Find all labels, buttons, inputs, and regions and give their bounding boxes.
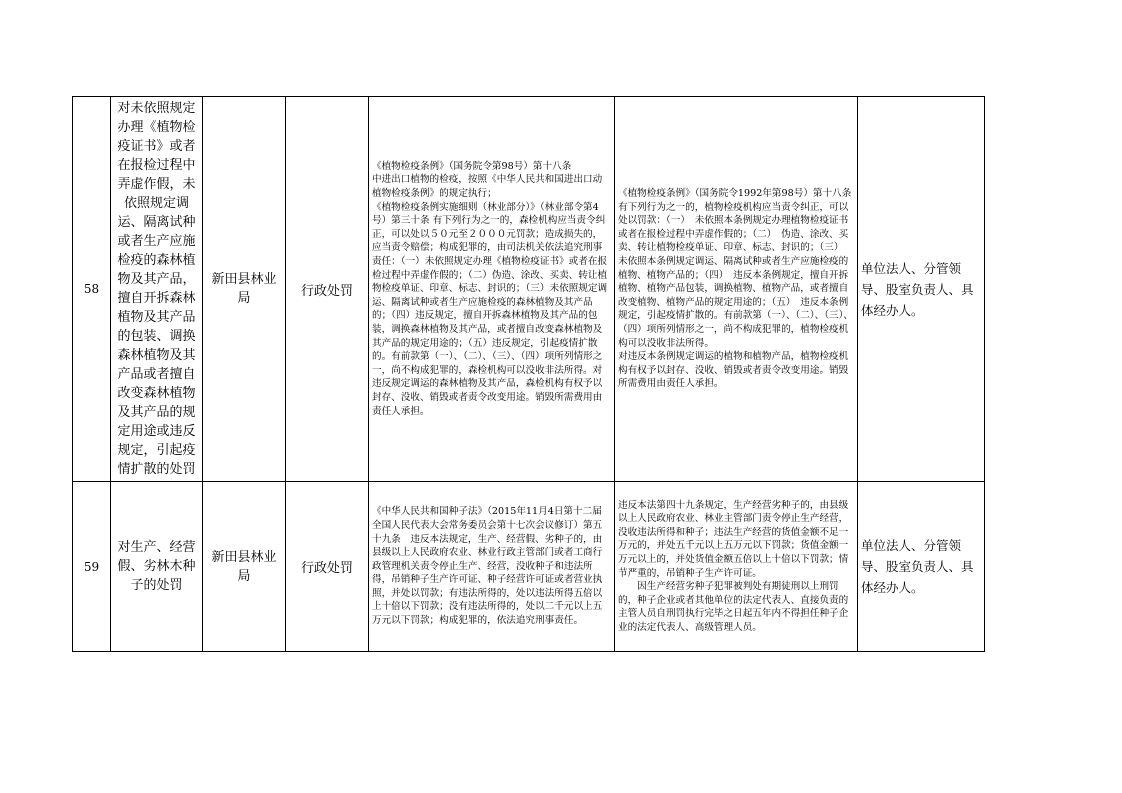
table-row	[73, 482, 985, 652]
penalty-standard: 《植物检疫条例》（国务院令1992年第98号）第十八条 有下列行为之一的，植物检疫机构应当责令纠正，可以处以罚款：（一） 未依照本条例规定办理植物检疫证书或者在报检过程中弄虚作假的；（二） 伪造、涂改、买卖、转让植物检疫单证、印章、标志、封识的；（三） 未依照本条例规定调运、隔离试种或者生产应施检疫的植物、植物产品的；（四） 违反本条例规定，擅自开拆植物、植物产品包装，调换植物、植物产品，或者擅自改变植物、植物产品的规定用途的；（五） 违反本条例规定，引起疫情扩散的。有前款第（一）、（二）、（三）、（四）项所列情形之一，尚不构成犯罪的，植物检疫机构可以没收非法所得。 对违反本条例规定调运的植物和植物产品，植物检疫机构有权予以封存、没收、销毁或者责令改变用途。销毁所需费用由责任人承担。	[615, 97, 858, 482]
penalty-standard: 违反本法第四十九条规定，生产经营劣种子的，由县级以上人民政府农业、林业主管部门责令停止生产经营，没收违法所得和种子；违法生产经营的货值金额不足一万元的，并处五千元以上五万元以下罚款；货值金额一万元以上的，并处货值金额五倍以上十倍以下罚款；情节严重的，吊销种子生产许可证。 因生产经营劣种子犯罪被判处有期徒刑以上刑罚的，种子企业或者其他单位的法定代表人、直接负责的主管人员自刑罚执行完毕之日起五年内不得担任种子企业的法定代表人、高级管理人员。	[615, 482, 858, 652]
power-type: 行政处罚	[286, 97, 369, 482]
responsible-persons: 单位法人、分管领导、股室负责人、具体经办人。	[858, 97, 985, 482]
table-row	[73, 97, 985, 482]
row-number: 59	[73, 482, 111, 652]
item-name: 对未依照规定办理《植物检疫证书》或者在报检过程中弄虚作假，未依照规定调运、隔离试种或者生产应施检疫的森林植物及其产品，擅自开拆森林植物及其产品的包装、调换森林植物及其产品或者擅自改变森林植物及其产品的规定用途或违反规定，引起疫情扩散的处罚	[111, 97, 203, 482]
penalty-table	[72, 96, 985, 652]
responsible-persons: 单位法人、分管领导、股室负责人、具体经办人。	[858, 482, 985, 652]
legal-basis: 《植物检疫条例》（国务院令第98号）第十八条 中进出口植物的检疫，按照《中华人民共和国进出口动植物检疫条例》的规定执行； 《植物检疫条例实施细则（林业部分）》（林业部令第4号）第三十条 有下列行为之一的，森检机构应当责令纠正，可以处以５０元至２０００元罚款；造成损失的，应当责令赔偿；构成犯罪的，由司法机关依法追究刑事责任：（一）未依照规定办理《植物检疫证书》或者在报检过程中弄虚作假的；（二）伪造、涂改、买卖、转让植物检疫单证、印章、标志、封识的；（三）未依照规定调运、隔离试种或者生产应施检疫的森林植物及其产品的；（四）违反规定，擅自开拆森林植物及其产品的包装，调换森林植物及其产品，或者擅自改变森林植物及其产品的规定用途的；（五）违反规定，引起疫情扩散的。有前款第（一）、（二）、（三）、（四）项所列情形之一，尚不构成犯罪的，森检机构可以没收非法所得。对违反规定调运的森林植物及其产品，森检机构有权予以封存、没收、销毁或者责令改变用途。销毁所需费用由责任人承担。	[369, 97, 615, 482]
row-number: 58	[73, 97, 111, 482]
legal-basis: 《中华人民共和国种子法》（2015年11月4日第十二届全国人民代表大会常务委员会第十七次会议修订）第五十九条 违反本法规定，生产、经营假、劣种子的，由县级以上人民政府农业、林业行政主管部门或者工商行政管理机关责令停止生产、经营，没收种子和违法所得，吊销种子生产许可证、种子经营许可证或者营业执照，并处以罚款；有违法所得的，处以违法所得五倍以上十倍以下罚款；没有违法所得的，处以二千元以上五万元以下罚款；构成犯罪的，依法追究刑事责任。	[369, 482, 615, 652]
power-type: 行政处罚	[286, 482, 369, 652]
department: 新田县林业局	[203, 97, 286, 482]
item-name: 对生产、经营假、劣林木种子的处罚	[111, 482, 203, 652]
department: 新田县林业局	[203, 482, 286, 652]
